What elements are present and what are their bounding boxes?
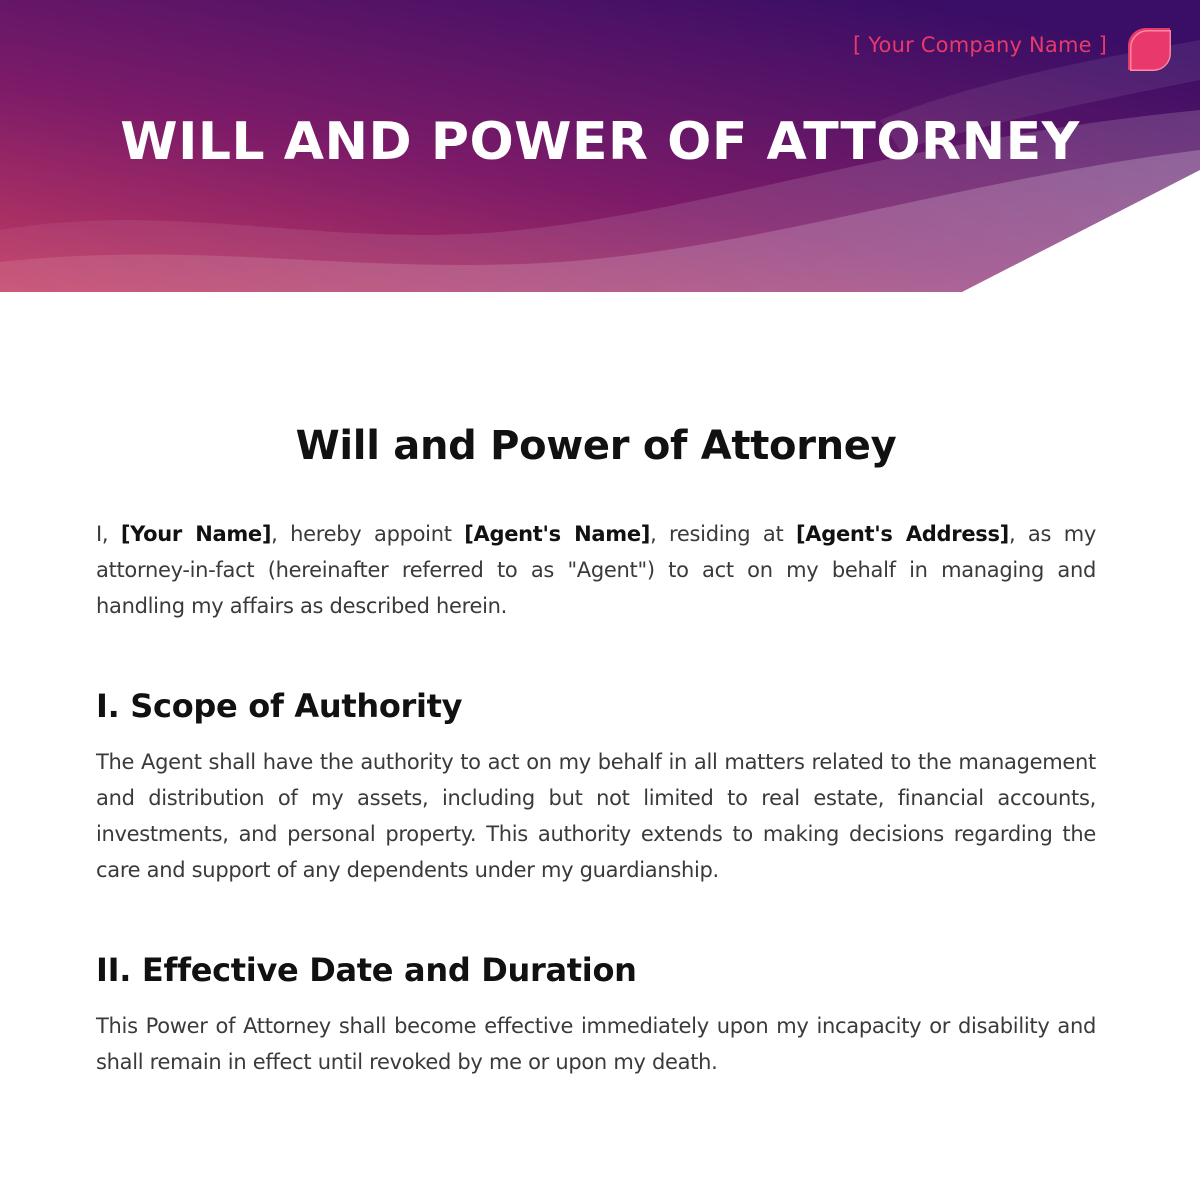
company-name: [ Your Company Name ]: [853, 33, 1107, 57]
banner-title: WILL AND POWER OF ATTORNEY: [120, 112, 1080, 172]
agent-address-placeholder: [Agent's Address]: [795, 522, 1009, 546]
section-text-effective-date: This Power of Attorney shall become effective immediately upon my incapacity or disability and shall remain in effect until revoked by me or upon my death.: [96, 1014, 1096, 1074]
document-title: Will and Power of Attorney: [295, 423, 897, 469]
intro-text: I,: [96, 522, 121, 546]
section-text-scope: The Agent shall have the authority to act on my behalf in all matters related to the management and distribution of my assets, including but not limited to real estate, financial accounts, investments, and personal property. This authority extends to making decisions regarding the care and support of any dependents under my guardianship.: [96, 750, 1096, 882]
section-heading-effective-date: II. Effective Date and Duration: [96, 951, 637, 989]
intro-paragraph: [96, 516, 1096, 624]
agent-name-placeholder: [Agent's Name]: [464, 522, 651, 546]
your-name-placeholder: [Your Name]: [120, 522, 272, 546]
intro-text: , hereby appoint: [271, 522, 465, 546]
document-body: [96, 410, 1096, 1080]
intro-text: , as my attorney-in-fact (hereinafter referred to as "Agent") to act on my behalf in managing and handling my affairs as described herein.: [96, 522, 1097, 618]
intro-text: , residing at: [650, 522, 796, 546]
header-banner: [0, 0, 1200, 292]
company-logo-icon: [1124, 24, 1174, 74]
section-heading-scope: I. Scope of Authority: [96, 687, 463, 725]
